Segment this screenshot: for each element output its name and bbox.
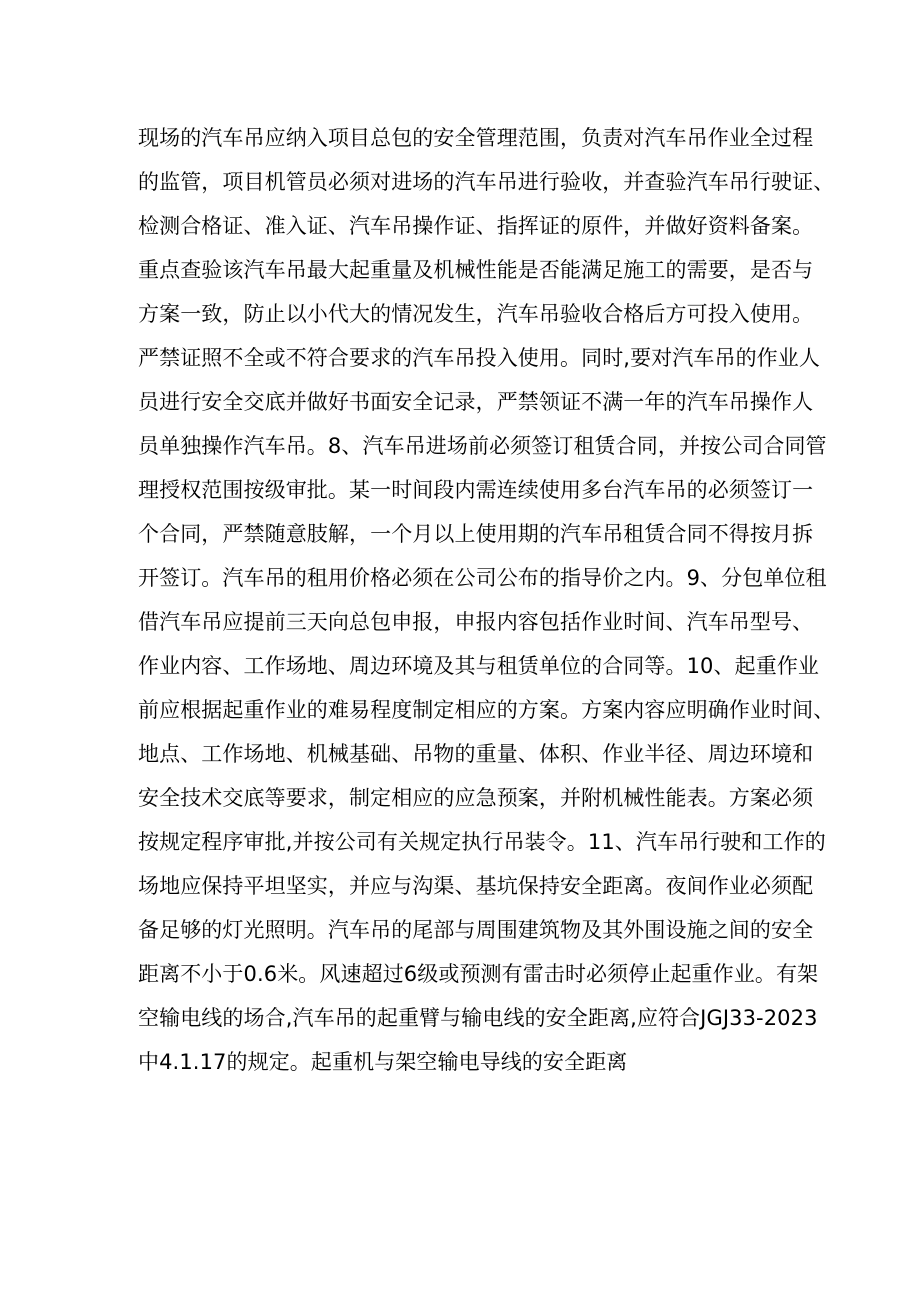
text-line-12: 借汽车吊应提前三天向总包申报，申报内容包括作业时间、汽车吊型号、 xyxy=(138,610,814,634)
text-line-15: 地点、工作场地、机械基础、吊物的重量、体积、作业半径、周边环境和 xyxy=(138,742,814,766)
text-line-4: 重点查验该汽车吊最大起重量及机械性能是否能满足施工的需要，是否与 xyxy=(138,258,814,282)
text-line-21: 空输电线的场合,汽车吊的起重臂与输电线的安全距离,应符合JGJ33-2023 xyxy=(138,1006,818,1030)
text-line-16: 安全技术交底等要求，制定相应的应急预案，并附机械性能表。方案必须 xyxy=(138,786,814,810)
text-line-9: 理授权范围按级审批。某一时间段内需连续使用多台汽车吊的必须签订一 xyxy=(138,478,814,502)
text-line-13: 作业内容、工作场地、周边环境及其与租赁单位的合同等。10、起重作业 xyxy=(138,654,820,678)
text-line-17: 按规定程序审批,并按公司有关规定执行吊装令。11、汽车吊行驶和工作的 xyxy=(138,830,826,854)
text-line-22: 中4.1.17的规定。起重机与架空输电导线的安全距离 xyxy=(138,1050,628,1074)
text-line-19: 备足够的灯光照明。汽车吊的尾部与周围建筑物及其外围设施之间的安全 xyxy=(138,918,814,942)
text-line-8: 员单独操作汽车吊。8、汽车吊进场前必须签订租赁合同，并按公司合同管 xyxy=(138,434,827,458)
text-line-18: 场地应保持平坦坚实，并应与沟渠、基坑保持安全距离。夜间作业必须配 xyxy=(138,874,814,898)
text-line-1: 现场的汽车吊应纳入项目总包的安全管理范围，负责对汽车吊作业全过程 xyxy=(138,126,814,150)
text-line-5: 方案一致，防止以小代大的情况发生，汽车吊验收合格后方可投入使用。 xyxy=(138,302,814,326)
text-line-7: 员进行安全交底并做好书面安全记录，严禁领证不满一年的汽车吊操作人 xyxy=(138,390,814,414)
text-line-6: 严禁证照不全或不符合要求的汽车吊投入使用。同时,要对汽车吊的作业人 xyxy=(138,346,820,370)
text-line-10: 个合同，严禁随意肢解，一个月以上使用期的汽车吊租赁合同不得按月拆 xyxy=(138,522,814,546)
text-line-11: 开签订。汽车吊的租用价格必须在公司公布的指导价之内。9、分包单位租 xyxy=(138,566,827,590)
text-line-20: 距离不小于0.6米。风速超过6级或预测有雷击时必须停止起重作业。有架 xyxy=(138,962,819,986)
text-line-14: 前应根据起重作业的难易程度制定相应的方案。方案内容应明确作业时间、 xyxy=(138,698,835,722)
text-line-2: 的监管，项目机管员必须对进场的汽车吊进行验收，并查验汽车吊行驶证、 xyxy=(138,170,835,194)
text-line-3: 检测合格证、准入证、汽车吊操作证、指挥证的原件，并做好资料备案。 xyxy=(138,214,814,238)
